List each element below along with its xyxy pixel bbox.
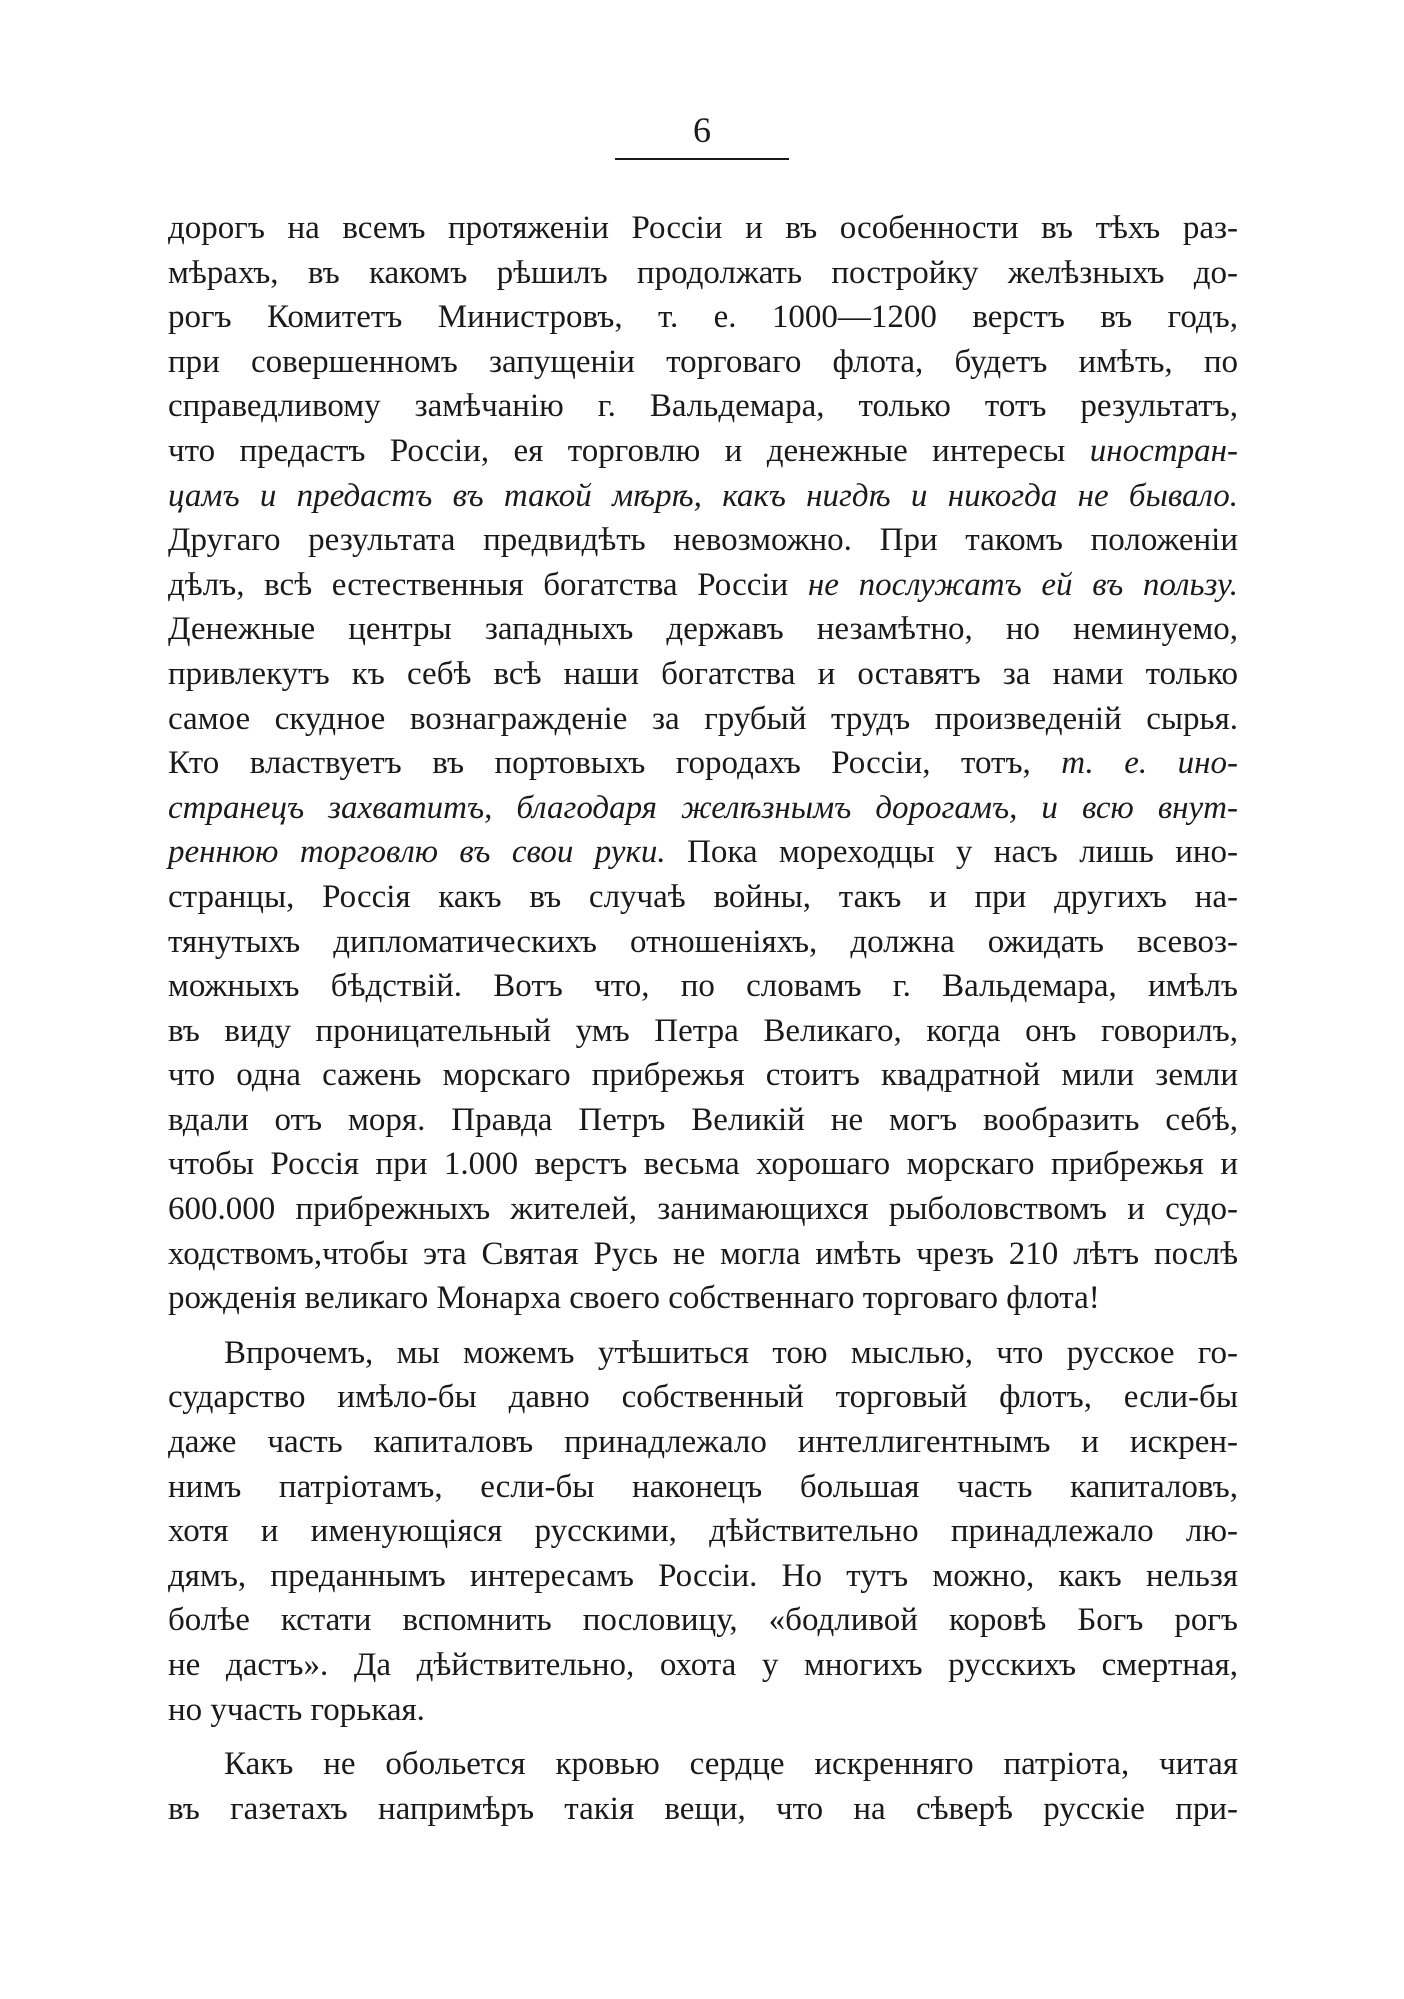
paragraph-gap: [168, 1321, 1238, 1331]
text-line: но участь горькая.: [168, 1691, 425, 1728]
text-run: что предастъ Россіи, ея торговлю и денежные интересы: [168, 432, 1090, 469]
text-line: Впрочемъ, мы можемъ утѣшиться тою мыслью, что русское го-: [224, 1334, 1238, 1371]
text-line: дямъ, преданнымъ интересамъ Россіи. Но тутъ можно, какъ нельзя: [168, 1557, 1238, 1594]
text-line: при совершенномъ запущеніи торговаго флота, будетъ имѣть, по: [168, 343, 1238, 380]
text-line: что одна сажень морскаго прибрежья стоитъ квадратной мили земли: [168, 1057, 1238, 1094]
text-line: хотя и именующіяся русскими, дѣйствительно принадлежало лю-: [168, 1513, 1238, 1550]
italic-run: иностран-: [1089, 432, 1238, 469]
text-line: дорогъ на всемъ протяженіи Россіи и въ особенности въ тѣхъ раз-: [168, 210, 1238, 246]
text-line: рогъ Комитетъ Министровъ, т. е. 1000—1200 верстъ въ годъ,: [168, 299, 1238, 336]
text-line: въ газетахъ напримѣръ такія вещи, что на сѣверѣ русскіе при-: [168, 1790, 1238, 1827]
text-line: тянутыхъ дипломатическихъ отношеніяхъ, должна ожидать всевоз-: [168, 923, 1238, 960]
text-line: [168, 786, 1238, 831]
text-line: 600.000 прибрежныхъ жителей, занимающихся рыболовствомъ и судо-: [168, 1191, 1238, 1228]
paragraph-gap: [168, 1732, 1238, 1742]
text-line: Другаго результата предвидѣть невозможно. При такомъ положеніи: [168, 522, 1238, 559]
text-line: Какъ не обольется кровью сердце искренняго патріота, читая: [224, 1746, 1238, 1783]
text-line: можныхъ бѣдствій. Вотъ что, по словамъ г. Вальдемара, имѣлъ: [168, 968, 1238, 1005]
text-line: [168, 830, 1238, 875]
text-line: Денежные центры западныхъ державъ незамѣтно, но неминуемо,: [168, 611, 1238, 648]
paragraph-2: [168, 1331, 1238, 1732]
italic-run: странецъ захватитъ, благодаря желѣзнымъ дорогамъ, и всю внут-: [168, 789, 1238, 826]
text-line: справедливому замѣчанію г. Вальдемара, только тотъ результатъ,: [168, 388, 1238, 425]
italic-run: т. е. ино-: [1061, 745, 1238, 782]
italic-run: цамъ и предастъ въ такой мѣрѣ, какъ нигдѣ и никогда не бывало.: [168, 477, 1238, 514]
page-number: 6: [693, 110, 711, 150]
text-line: мѣрахъ, въ какомъ рѣшилъ продолжать постройку желѣзныхъ до-: [168, 254, 1238, 291]
italic-run: не послужатъ ей въ пользу.: [807, 566, 1238, 603]
text-line: самое скудное вознагражденіе за грубый трудъ произведеній сырья.: [168, 700, 1238, 737]
text-line: [168, 563, 1238, 608]
italic-run: реннюю торговлю въ свои руки.: [168, 834, 666, 871]
text-line: сударство имѣло-бы давно собственный торговый флотъ, если-бы: [168, 1379, 1238, 1416]
text-line: чтобы Россія при 1.000 верстъ весьма хорошаго морскаго прибрежья и: [168, 1146, 1238, 1183]
text-line: [168, 429, 1238, 474]
header-rule: [615, 158, 789, 160]
text-line: нимъ патріотамъ, если-бы наконецъ большая часть капиталовъ,: [168, 1468, 1238, 1505]
text-line: [168, 741, 1238, 786]
text-run: Пока мореходцы у насъ лишь ино-: [665, 834, 1238, 871]
text-line: ходствомъ,чтобы эта Святая Русь не могла имѣть чрезъ 210 лѣтъ послѣ: [168, 1235, 1238, 1272]
text-line: даже часть капиталовъ принадлежало интеллигентнымъ и искрен-: [168, 1424, 1238, 1461]
text-line: привлекутъ къ себѣ всѣ наши богатства и оставятъ за нами только: [168, 655, 1238, 692]
text-line: болѣе кстати вспомнить пословицу, «бодливой коровѣ Богъ рогъ: [168, 1602, 1238, 1639]
text-line: рожденія великаго Монарха своего собственнаго торговаго флота!: [168, 1280, 1100, 1317]
text-line: въ виду проницательный умъ Петра Великаго, когда онъ говорилъ,: [168, 1012, 1238, 1049]
text-line: вдали отъ моря. Правда Петръ Великій не могъ вообразить себѣ,: [168, 1101, 1238, 1138]
text-line: не дастъ». Да дѣйствительно, охота у многихъ русскихъ смертная,: [168, 1647, 1238, 1683]
body-text: [168, 206, 1238, 1831]
text-run: Кто властвуетъ въ портовыхъ городахъ Россіи, тотъ,: [168, 745, 1062, 782]
text-run: дѣлъ, всѣ естественныя богатства Россіи: [168, 566, 808, 603]
text-line: странцы, Россія какъ въ случаѣ войны, такъ и при другихъ на-: [168, 878, 1238, 915]
text-line: [168, 474, 1238, 519]
paragraph-1: [168, 206, 1238, 1321]
paragraph-3: [168, 1742, 1238, 1831]
